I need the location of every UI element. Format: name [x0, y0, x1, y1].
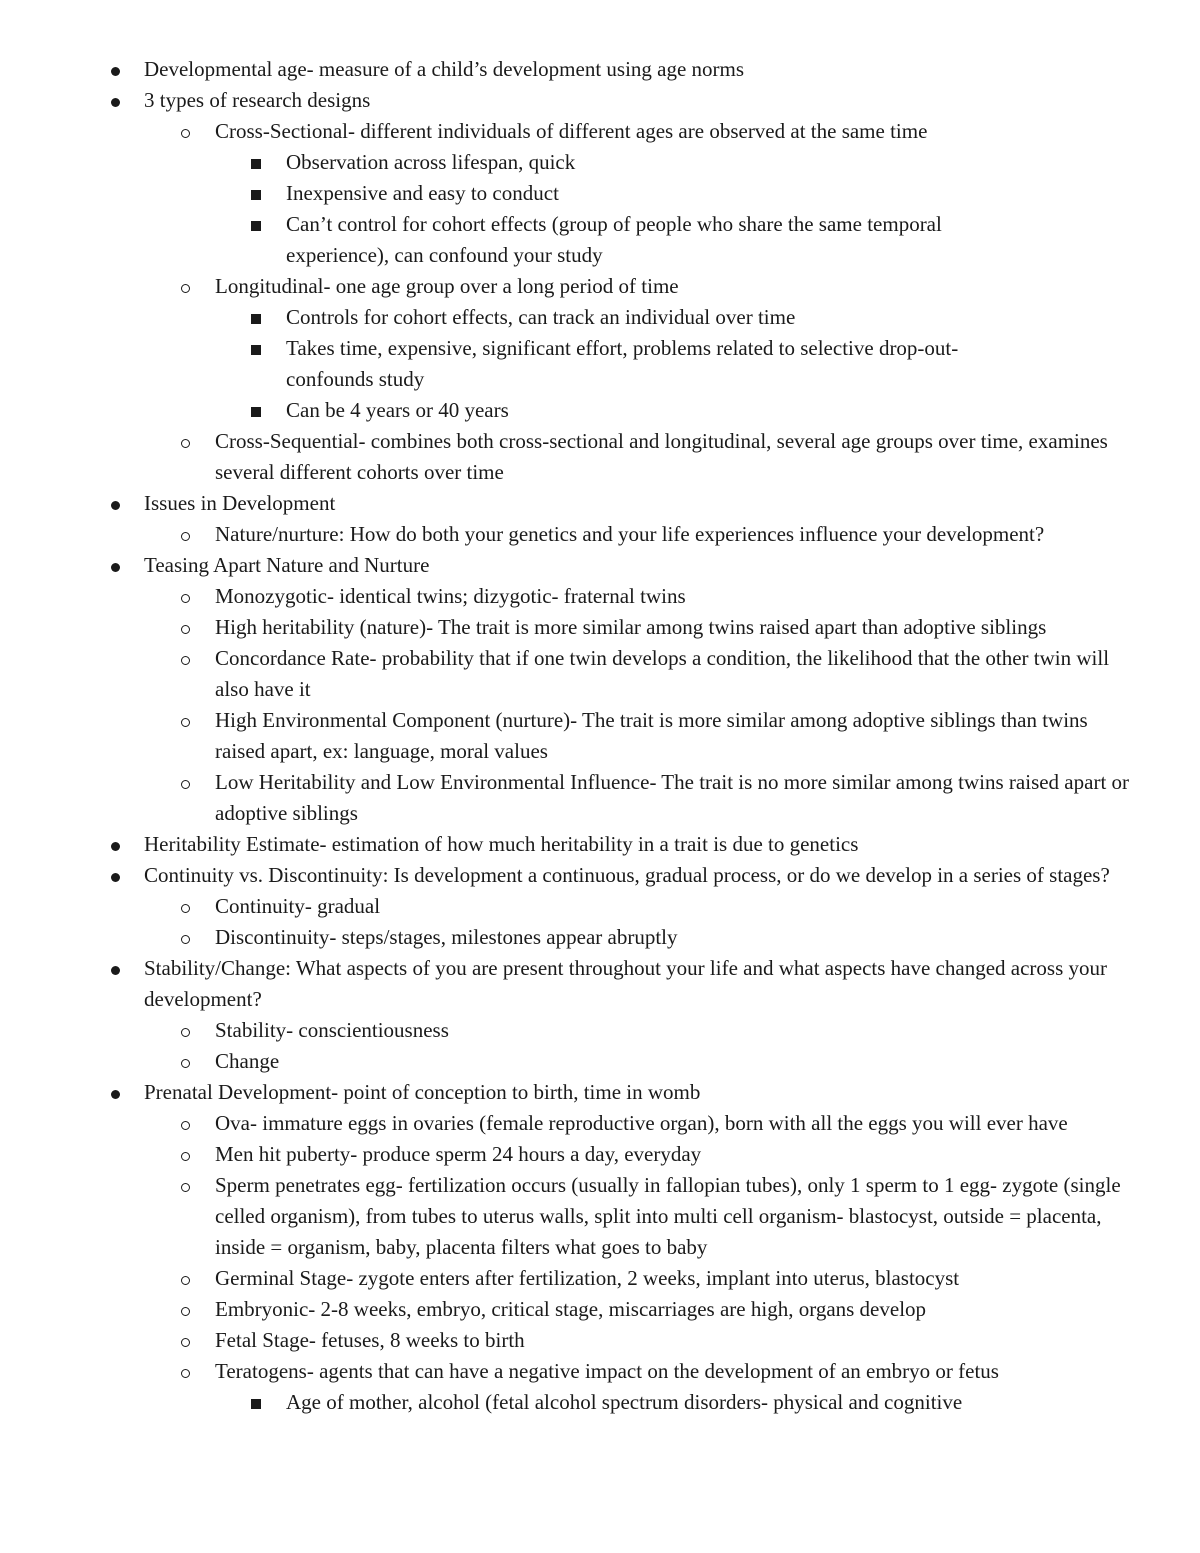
- list-item-text: Observation across lifespan, quick: [286, 150, 576, 174]
- circle-bullet-icon: [181, 426, 190, 457]
- disc-bullet-icon: [111, 1077, 120, 1108]
- square-bullet-icon: [251, 1387, 261, 1418]
- circle-bullet-icon: [181, 116, 190, 147]
- list-item-text: Concordance Rate- probability that if one twin develops a condition, the likelihood that the other twin will also have it: [215, 646, 1110, 701]
- list-item-level-2: [0, 1170, 1130, 1263]
- list-item-text: Nature/nurture: How do both your genetics and your life experiences influence your development?: [215, 522, 1045, 546]
- list-item-text: Men hit puberty- produce sperm 24 hours a day, everyday: [215, 1142, 702, 1166]
- circle-bullet-icon: [181, 767, 190, 798]
- list-item-level-1: [0, 85, 1130, 116]
- circle-bullet-icon: [181, 1263, 190, 1294]
- document-page: [0, 54, 1200, 1418]
- square-bullet-icon: [251, 333, 261, 364]
- circle-bullet-icon: [181, 922, 190, 953]
- list-item-level-3: [0, 147, 1046, 178]
- circle-bullet-icon: [181, 1108, 190, 1139]
- disc-bullet-icon: [111, 488, 120, 519]
- list-item-text: High heritability (nature)- The trait is more similar among twins raised apart than adoptive siblings: [215, 615, 1047, 639]
- list-item-level-1: [0, 953, 1130, 1015]
- list-item-level-2: [0, 891, 1130, 922]
- circle-bullet-icon: [181, 581, 190, 612]
- circle-bullet-icon: [181, 1325, 190, 1356]
- list-item-text: Low Heritability and Low Environmental Influence- The trait is no more similar among twins raised apart or adoptive siblings: [215, 770, 1130, 825]
- list-item-text: Age of mother, alcohol (fetal alcohol spectrum disorders- physical and cognitive: [286, 1390, 963, 1414]
- circle-bullet-icon: [181, 705, 190, 736]
- list-item-level-2: [0, 612, 1130, 643]
- list-item-text: Cross-Sectional- different individuals of different ages are observed at the same time: [215, 119, 928, 143]
- circle-bullet-icon: [181, 519, 190, 550]
- list-item-text: Prenatal Development- point of conception to birth, time in womb: [144, 1080, 701, 1104]
- list-item-text: Heritability Estimate- estimation of how much heritability in a trait is due to genetics: [144, 832, 859, 856]
- circle-bullet-icon: [181, 612, 190, 643]
- disc-bullet-icon: [111, 85, 120, 116]
- list-item-text: Can be 4 years or 40 years: [286, 398, 509, 422]
- list-item-level-1: [0, 550, 1130, 581]
- list-item-text: Monozygotic- identical twins; dizygotic- fraternal twins: [215, 584, 686, 608]
- disc-bullet-icon: [111, 550, 120, 581]
- list-item-level-2: [0, 519, 1130, 550]
- list-item-text: Cross-Sequential- combines both cross-sectional and longitudinal, several age groups over time, examines several different cohorts over time: [215, 429, 1108, 484]
- list-item-level-2: [0, 1356, 1130, 1387]
- list-item-text: High Environmental Component (nurture)- The trait is more similar among adoptive siblings than twins raised apart, ex: language, moral values: [215, 708, 1088, 763]
- list-item-level-2: [0, 922, 1130, 953]
- square-bullet-icon: [251, 302, 261, 333]
- list-item-text: Continuity- gradual: [215, 894, 381, 918]
- circle-bullet-icon: [181, 643, 190, 674]
- list-item-level-1: [0, 860, 1130, 891]
- list-item-text: Stability/Change: What aspects of you are present throughout your life and what aspects have changed across your development?: [144, 956, 1107, 1011]
- circle-bullet-icon: [181, 1046, 190, 1077]
- square-bullet-icon: [251, 209, 261, 240]
- list-item-level-2: [0, 767, 1130, 829]
- circle-bullet-icon: [181, 1356, 190, 1387]
- list-item-level-3: [0, 333, 1046, 395]
- list-item-text: Ova- immature eggs in ovaries (female reproductive organ), born with all the eggs you will ever have: [215, 1111, 1068, 1135]
- list-item-text: Fetal Stage- fetuses, 8 weeks to birth: [215, 1328, 525, 1352]
- list-item-level-2: [0, 581, 1130, 612]
- disc-bullet-icon: [111, 829, 120, 860]
- square-bullet-icon: [251, 147, 261, 178]
- circle-bullet-icon: [181, 891, 190, 922]
- list-item-text: 3 types of research designs: [144, 88, 371, 112]
- list-item-text: Takes time, expensive, significant effort, problems related to selective drop-out- confounds study: [286, 336, 959, 391]
- list-item-level-2: [0, 426, 1130, 488]
- circle-bullet-icon: [181, 1170, 190, 1201]
- circle-bullet-icon: [181, 1139, 190, 1170]
- list-item-level-2: [0, 1139, 1130, 1170]
- list-item-text: Controls for cohort effects, can track an individual over time: [286, 305, 796, 329]
- list-item-level-2: [0, 1046, 1130, 1077]
- circle-bullet-icon: [181, 271, 190, 302]
- list-item-level-2: [0, 1263, 1130, 1294]
- list-item-level-2: [0, 1325, 1130, 1356]
- circle-bullet-icon: [181, 1294, 190, 1325]
- list-item-level-1: [0, 1077, 1130, 1108]
- list-item-text: Inexpensive and easy to conduct: [286, 181, 559, 205]
- list-item-text: Longitudinal- one age group over a long period of time: [215, 274, 679, 298]
- disc-bullet-icon: [111, 860, 120, 891]
- list-item-level-3: [0, 178, 1046, 209]
- list-item-level-3: [0, 395, 1046, 426]
- list-item-level-2: [0, 1294, 1130, 1325]
- list-item-text: Developmental age- measure of a child’s development using age norms: [144, 57, 745, 81]
- list-item-level-2: [0, 271, 1130, 302]
- list-item-level-2: [0, 1015, 1130, 1046]
- list-item-level-2: [0, 116, 1130, 147]
- list-item-text: Discontinuity- steps/stages, milestones appear abruptly: [215, 925, 678, 949]
- list-item-level-1: [0, 54, 1130, 85]
- square-bullet-icon: [251, 178, 261, 209]
- list-item-level-2: [0, 643, 1130, 705]
- list-item-level-3: [0, 209, 1046, 271]
- list-item-level-3: [0, 302, 1046, 333]
- list-item-text: Germinal Stage- zygote enters after fertilization, 2 weeks, implant into uterus, blastocyst: [215, 1266, 960, 1290]
- list-item-text: Teratogens- agents that can have a negative impact on the development of an embryo or fetus: [215, 1359, 999, 1383]
- list-item-text: Change: [215, 1049, 280, 1073]
- list-item-text: Stability- conscientiousness: [215, 1018, 449, 1042]
- disc-bullet-icon: [111, 54, 120, 85]
- list-item-text: Can’t control for cohort effects (group of people who share the same temporal experience), can confound your study: [286, 212, 942, 267]
- list-item-level-2: [0, 1108, 1130, 1139]
- list-item-level-3: [0, 1387, 1046, 1418]
- square-bullet-icon: [251, 395, 261, 426]
- list-item-text: Continuity vs. Discontinuity: Is development a continuous, gradual process, or do we develop in a series of stages?: [144, 863, 1110, 887]
- disc-bullet-icon: [111, 953, 120, 984]
- list-item-text: Sperm penetrates egg- fertilization occurs (usually in fallopian tubes), only 1 sperm to 1 egg- zygote (single celled organism), from tubes to uterus walls, split into multi cell organism- blastocyst, outside = placenta, inside = organism, baby, placenta filters what goes to baby: [215, 1173, 1121, 1259]
- list-item-level-1: [0, 488, 1130, 519]
- list-item-level-2: [0, 705, 1130, 767]
- list-item-level-1: [0, 829, 1130, 860]
- list-item-text: Teasing Apart Nature and Nurture: [144, 553, 430, 577]
- list-item-text: Issues in Development: [144, 491, 336, 515]
- list-item-text: Embryonic- 2-8 weeks, embryo, critical stage, miscarriages are high, organs develop: [215, 1297, 927, 1321]
- circle-bullet-icon: [181, 1015, 190, 1046]
